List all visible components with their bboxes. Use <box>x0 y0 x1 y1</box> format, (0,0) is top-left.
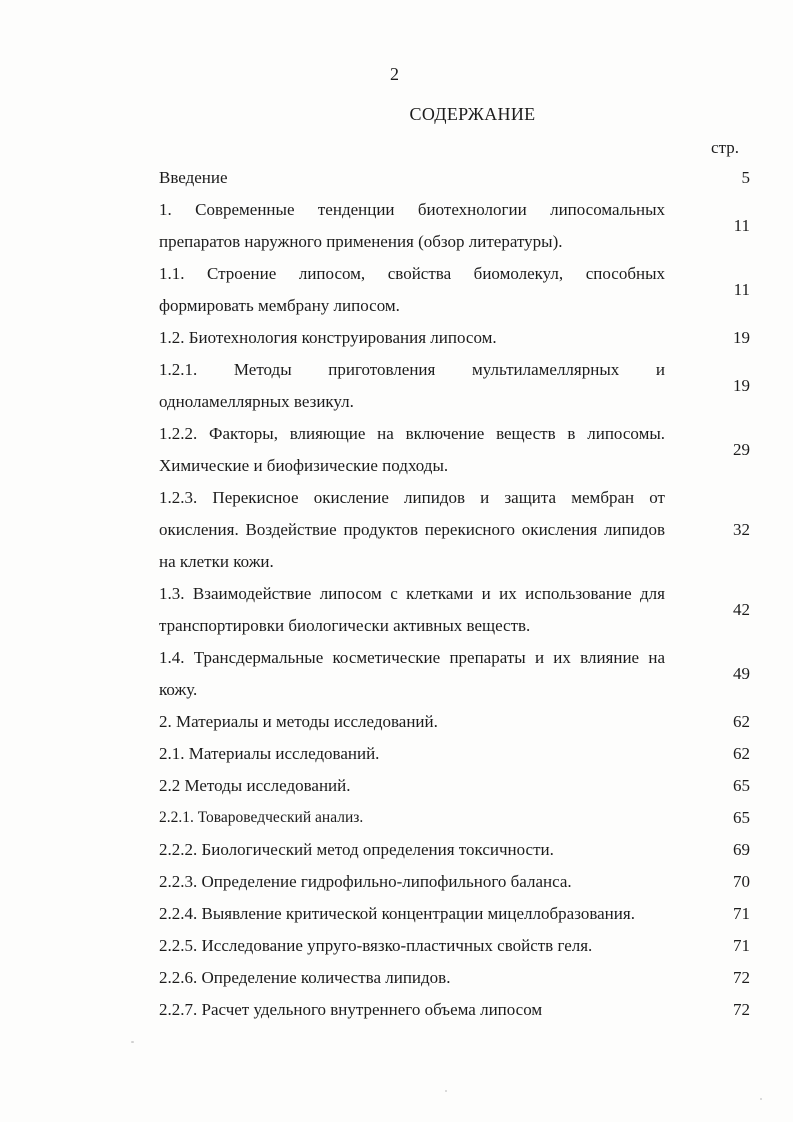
toc-entry <box>159 482 761 578</box>
toc-entry <box>159 834 761 866</box>
toc-entry-title: 1.2.3. Перекисное окисление липидов и защита мембран от окисления. Воздействие продуктов перекисного окисления липидов на клетки кожи. <box>159 488 665 571</box>
toc-entry-page: 71 <box>733 936 750 955</box>
toc-entry-page: 72 <box>733 1000 750 1019</box>
toc-entry-title: 2.2.6. Определение количества липидов. <box>159 968 451 987</box>
toc-entry <box>159 354 761 418</box>
toc-entry-title: 2.2.4. Выявление критической концентрации мицеллобразования. <box>159 904 635 923</box>
toc-entry-title: 2.2.7. Расчет удельного внутреннего объема липосом <box>159 1000 543 1019</box>
toc-entry <box>159 994 761 1026</box>
toc-entry <box>159 162 761 194</box>
toc-entry-title: 1.2. Биотехнология конструирования липосом. <box>159 328 497 347</box>
toc-entry-title: 1.4. Трансдермальные косметические препараты и их влияние на кожу. <box>159 648 665 699</box>
toc-entry-title: 1.2.1. Методы приготовления мультиламеллярных и одноламеллярных везикул. <box>159 360 665 411</box>
toc-entry-page: 65 <box>733 776 750 795</box>
toc-entry <box>159 770 761 802</box>
toc-entry-title: 2.2.1. Товароведческий анализ. <box>159 809 364 826</box>
toc-entry-page: 11 <box>733 216 750 235</box>
toc-entry-title: 1. Современные тенденции биотехнологии липосомальных препаратов наружного применения (обзор литературы). <box>159 200 665 251</box>
toc-entry <box>159 322 761 354</box>
toc-entry <box>159 898 761 930</box>
toc-entry <box>159 258 761 322</box>
toc-entry-title: 2.2.3. Определение гидрофильно-липофильного баланса. <box>159 872 572 891</box>
toc-entry-page: 70 <box>733 872 750 891</box>
toc-entry <box>159 738 761 770</box>
toc-entry-title: 2.2 Методы исследований. <box>159 776 351 795</box>
toc-entry-title: 1.1. Строение липосом, свойства биомолекул, способных формировать мембрану липосом. <box>159 264 665 315</box>
toc-entry-title: 2. Материалы и методы исследований. <box>159 712 438 731</box>
page-column-header: стр. <box>711 138 739 157</box>
toc-entry <box>159 930 761 962</box>
page-title <box>76 104 793 125</box>
toc-entry-page: 71 <box>733 904 750 923</box>
toc-entry-title: 1.2.2. Факторы, влияющие на включение веществ в липосомы. Химические и биофизические подходы. <box>159 424 665 475</box>
scan-speck <box>760 1098 762 1100</box>
table-of-contents <box>159 162 761 1026</box>
toc-entry-page: 49 <box>733 664 750 683</box>
toc-entry-title: 1.3. Взаимодействие липосом с клетками и их использование для транспортировки биологически активных веществ. <box>159 584 665 635</box>
page-number: 2 <box>390 64 399 84</box>
toc-entry <box>159 578 761 642</box>
toc-entry-title: 2.2.5. Исследование упруго-вязко-пластичных свойств геля. <box>159 936 593 955</box>
toc-entry-page: 5 <box>741 168 750 187</box>
toc-entry-page: 62 <box>733 744 750 763</box>
toc-entry-title: Введение <box>159 168 228 187</box>
toc-entry-title: 2.1. Материалы исследований. <box>159 744 380 763</box>
toc-entry-page: 32 <box>733 520 750 539</box>
toc-entry-page: 62 <box>733 712 750 731</box>
toc-entry-page: 69 <box>733 840 750 859</box>
toc-entry <box>159 418 761 482</box>
toc-entry <box>159 642 761 706</box>
toc-entry-page: 65 <box>733 808 750 827</box>
toc-entry-page: 29 <box>733 440 750 459</box>
toc-entry <box>159 802 761 834</box>
toc-entry-page: 19 <box>733 376 750 395</box>
toc-entry-page: 42 <box>733 600 750 619</box>
scan-speck <box>131 1041 134 1043</box>
toc-entry <box>159 706 761 738</box>
toc-entry <box>159 866 761 898</box>
toc-entry <box>159 962 761 994</box>
scan-speck <box>445 1090 447 1092</box>
toc-entry-page: 19 <box>733 328 750 347</box>
toc-entry-title: 2.2.2. Биологический метод определения токсичности. <box>159 840 554 859</box>
toc-entry-page: 11 <box>733 280 750 299</box>
toc-entry-page: 72 <box>733 968 750 987</box>
toc-entry <box>159 194 761 258</box>
page-title-text: СОДЕРЖАНИЕ <box>409 104 536 124</box>
